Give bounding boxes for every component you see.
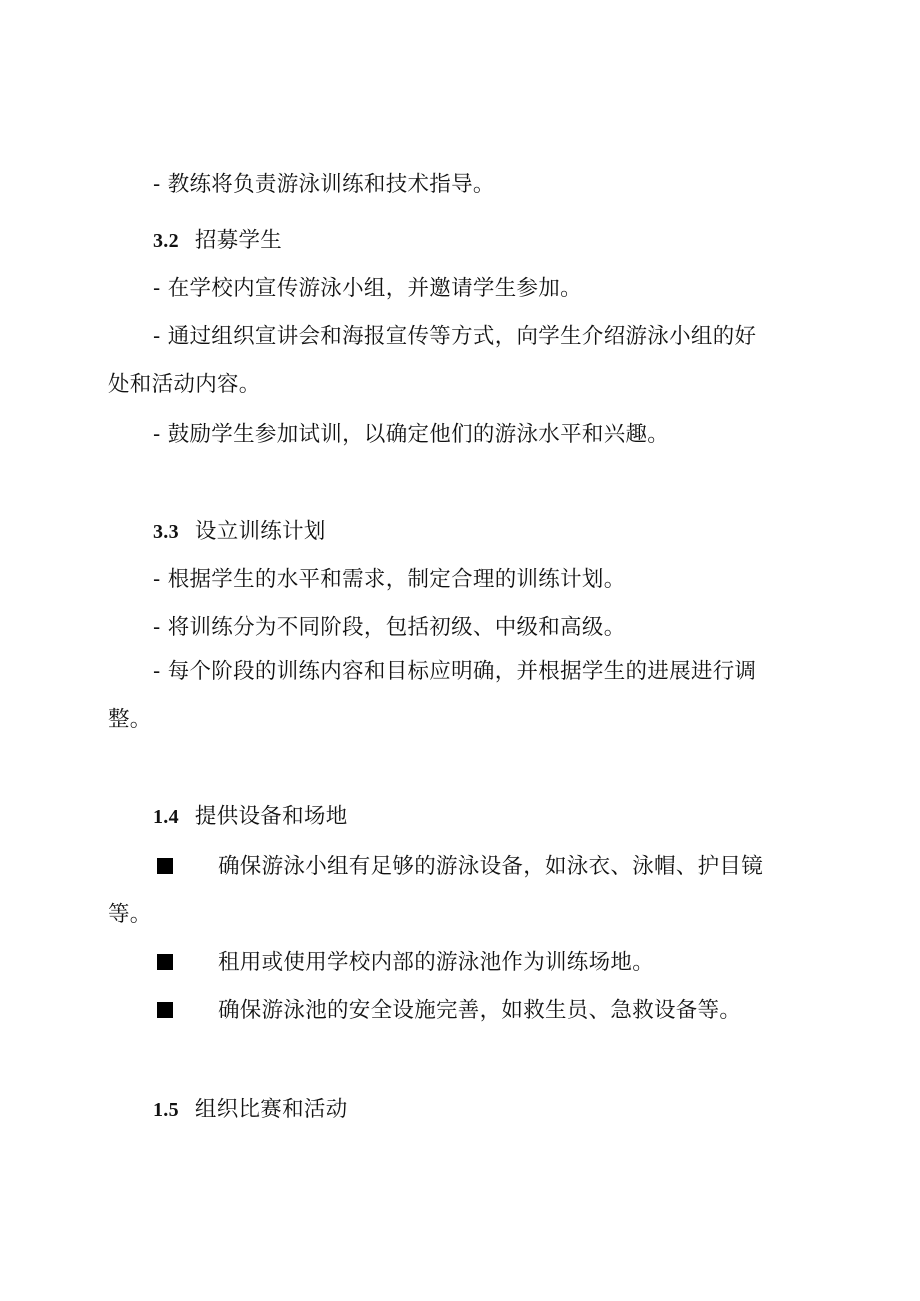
paragraph-training-stages: - 将训练分为不同阶段，包括初级、中级和高级。 xyxy=(153,615,626,640)
section-number: 1.5 xyxy=(153,1099,179,1121)
bullet-square-icon xyxy=(157,954,173,970)
bullet-equipment-line2: 等。 xyxy=(108,902,152,927)
section-heading-1-5 xyxy=(153,1095,348,1125)
bullet-equipment-line1: 确保游泳小组有足够的游泳设备，如泳衣、泳帽、护目镜 xyxy=(218,854,764,879)
section-number: 3.2 xyxy=(153,230,179,252)
paragraph-coach-guidance: - 教练将负责游泳训练和技术指导。 xyxy=(153,172,495,197)
section-title: 招募学生 xyxy=(194,228,283,253)
section-title: 提供设备和场地 xyxy=(194,804,348,829)
section-number: 3.3 xyxy=(153,521,179,543)
section-heading-1-4 xyxy=(153,802,348,832)
section-heading-3-3 xyxy=(153,517,326,547)
paragraph-stage-goals-line2: 整。 xyxy=(108,707,152,732)
section-title: 组织比赛和活动 xyxy=(194,1097,348,1122)
section-title: 设立训练计划 xyxy=(194,519,326,544)
paragraph-training-plan: - 根据学生的水平和需求，制定合理的训练计划。 xyxy=(153,567,626,592)
section-number: 1.4 xyxy=(153,806,179,828)
paragraph-introduce-group-line1: - 通过组织宣讲会和海报宣传等方式，向学生介绍游泳小组的好 xyxy=(153,324,757,349)
bullet-pool-venue: 租用或使用学校内部的游泳池作为训练场地。 xyxy=(218,950,655,975)
bullet-pool-safety: 确保游泳池的安全设施完善，如救生员、急救设备等。 xyxy=(218,998,742,1023)
bullet-square-icon xyxy=(157,1002,173,1018)
paragraph-introduce-group-line2: 处和活动内容。 xyxy=(108,372,261,397)
bullet-square-icon xyxy=(157,858,173,874)
section-heading-3-2 xyxy=(153,226,282,256)
paragraph-stage-goals-line1: - 每个阶段的训练内容和目标应明确，并根据学生的进展进行调 xyxy=(153,659,757,684)
paragraph-trial-training: - 鼓励学生参加试训，以确定他们的游泳水平和兴趣。 xyxy=(153,422,670,447)
paragraph-promote-group: - 在学校内宣传游泳小组，并邀请学生参加。 xyxy=(153,276,582,301)
